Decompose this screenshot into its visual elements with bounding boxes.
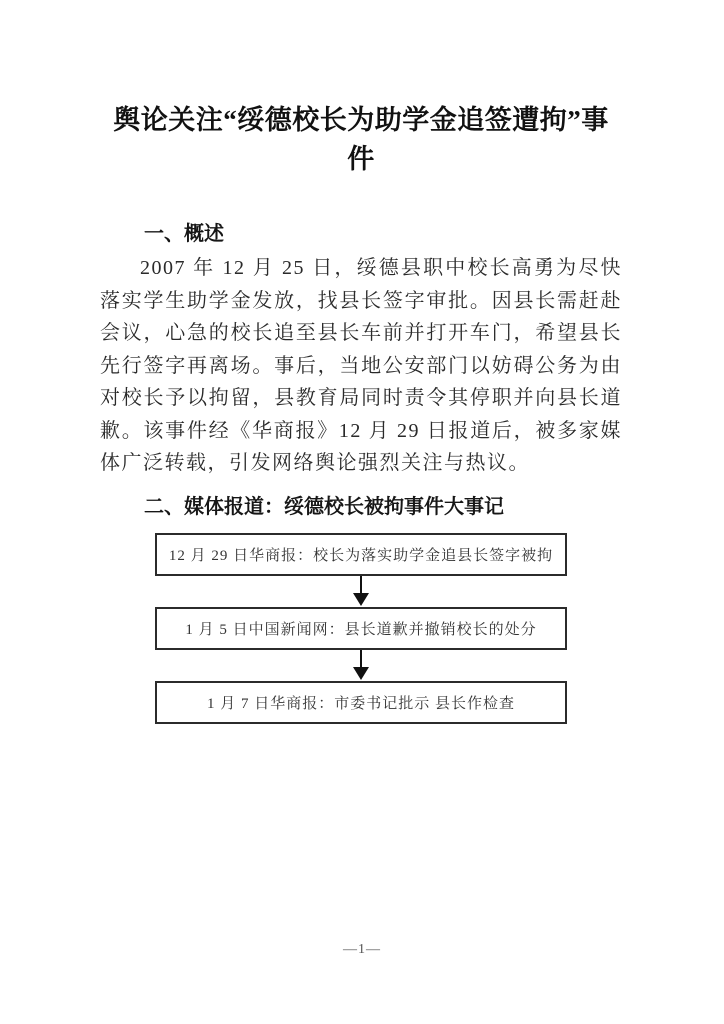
overview-paragraph: 2007 年 12 月 25 日，绥德县职中校长高勇为尽快落实学生助学金发放，找县长签字审批。因县长需赶赴会议，心急的校长追至县长车前并打开车门，希望县长先行签字再离场。事后，当地公安部门以妨碍公务为由对校长予以拘留，县教育局同时责令其停职并向县长道歉。该事件经《华商报》12 月 29 日报道后，被多家媒体广泛转载，引发网络舆论强烈关注与热议。: [100, 257, 622, 474]
timeline-flowchart: [100, 533, 622, 724]
page-content: [100, 0, 622, 724]
document-title-line-2: 件: [347, 144, 375, 174]
down-arrow-icon: [353, 576, 369, 607]
flow-step-2: 1 月 5 日中国新闻网：县长道歉并撤销校长的处分: [155, 607, 567, 650]
document-title-line-1: 舆论关注“绥德校长为助学金追签遭拘”事: [113, 105, 609, 135]
arrow-stem: [360, 650, 362, 667]
down-arrow-icon: [353, 650, 369, 681]
page-number: —1—: [343, 942, 381, 957]
arrow-stem: [360, 576, 362, 593]
section-heading-timeline: 二、媒体报道：绥德校长被拘事件大事记: [144, 495, 504, 518]
arrow-head: [353, 593, 369, 606]
flow-step-1: 12 月 29 日华商报：校长为落实助学金追县长签字被拘: [155, 533, 567, 576]
section-heading-overview: 一、概述: [144, 223, 224, 245]
arrow-head: [353, 667, 369, 680]
flow-step-3: 1 月 7 日华商报：市委书记批示 县长作检查: [155, 681, 567, 724]
document-title: [100, 0, 622, 179]
